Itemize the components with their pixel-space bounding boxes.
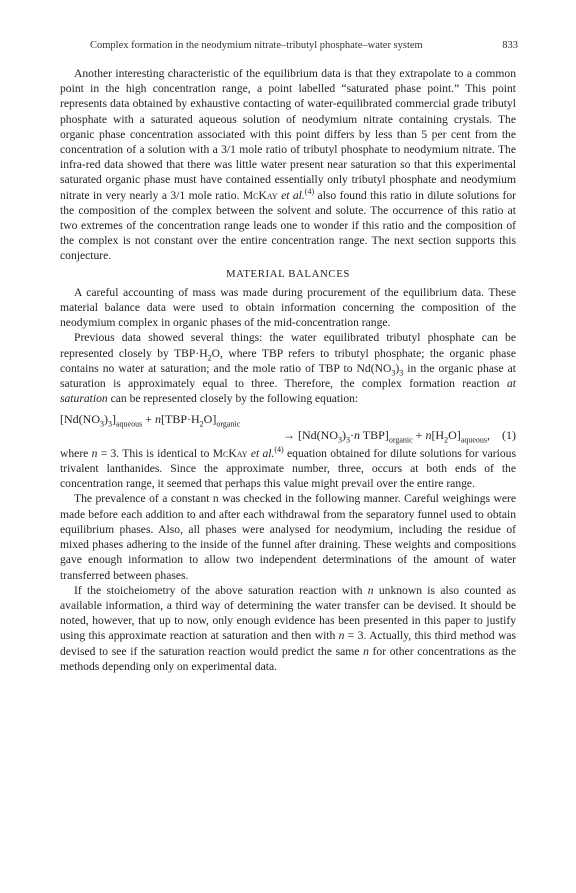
running-header xyxy=(90,40,518,51)
page-number: 833 xyxy=(502,40,518,51)
body-text xyxy=(60,66,516,674)
paragraph-saturated-point: Another interesting characteristic of the equilibrium data is that they extrapolate to a common point in the high concentration range, a point labelled “saturated phase point.” This point represents data obtained by exhaustive contacting of water-equilibrated commercial grade tributyl phosphate with a saturated aqueous solution of neodymium nitrate containing crystals. The organic phase concentration associated with this point differs by less than 5 per cent from the concentration of a solution with a 3/1 mole ratio of tributyl phosphate to neodymium nitrate. The infra-red data showed that there was little water present near saturation so that this experimental saturated organic phase must have contained essentially only tributyl phosphate and neodymium nitrate in very nearly a 3/1 mole ratio. McKay et al.$^{(4)}$ also found this ratio in dilute solutions for the composition of the complex between the solvent and solute. The occurrence of this ratio at two extremes of the concentration range leads one to wonder if this ratio and the composition of the complex is not constant over the entire concentration range. The next section supports this conjecture. xyxy=(60,67,516,263)
equation-line-1: $[Nd(NO_3)_3]_{aqueous} + n[TBP\cdot H_2O]_{organic}$ xyxy=(60,412,241,429)
paragraph-stoicheiometry: If the stoicheiometry of the above saturation reaction with n unknown is also counted as available information, a third way of determining the water transfer can be devised. It should be noted, however, that up to now, only enough evidence has been presented in this paper to justify using this approximate reaction at saturation and then with n = 3. Actually, this third method was devised to see if the saturation reaction would predict the same n for other concentrations as the methods depending only on experimental data. xyxy=(60,583,516,673)
paragraph-material-balances: A careful accounting of mass was made during procurement of the equilibrium data. These material balance data were used to obtain information concerning the composition of the neodymium complex in organic phases of the mid-concentration range. xyxy=(60,285,516,330)
equation-line-2: → [$Nd(NO_3)_3\cdot n$ $TBP]_{organic} + n[H_2O]_{aqueous}$, (1) xyxy=(283,427,516,445)
paragraph-previous-data: Previous data showed several things: the water equilibrated tributyl phosphate can be represented closely by $TBP\cdot H_2O$, where TBP refers to tributyl phosphate; the organic phase contains no water at saturation; and the mole ratio of TBP to $Nd(NO_3)_3$ in the organic phase at saturation is approximately equal to three. Therefore, the complex formation reaction at saturation can be represented closely by the following equation: xyxy=(60,331,516,406)
running-title: Complex formation in the neodymium nitrate–tributyl phosphate–water system xyxy=(90,40,423,51)
equation-number: (1) xyxy=(502,427,516,442)
paragraph-constant-n: The prevalence of a constant n was checked in the following manner. Careful weighings were made before each addition to and after each withdrawal from the separatory funnel used to obtain equilibrium phases. Also, all phases were analysed for neodymium, including the residue of mixed phases adhering to the inside of the funnel after draining. These weights and compositions gave enough information to allow two independent determinations of the amount of water transferred between phases. xyxy=(60,492,516,582)
paragraph-where-n: where n = 3. This is identical to McKay et al.$^{(4)}$ equation obtained for dilute solutions for various trivalent lanthanides. Since the approximate number, three, occurs at both ends of the concentration range, it seemed that perhaps this value might prevail over the entire range. xyxy=(60,445,516,491)
author-mckay: McKay xyxy=(242,188,278,202)
section-title: MATERIAL BALANCES xyxy=(225,267,351,280)
